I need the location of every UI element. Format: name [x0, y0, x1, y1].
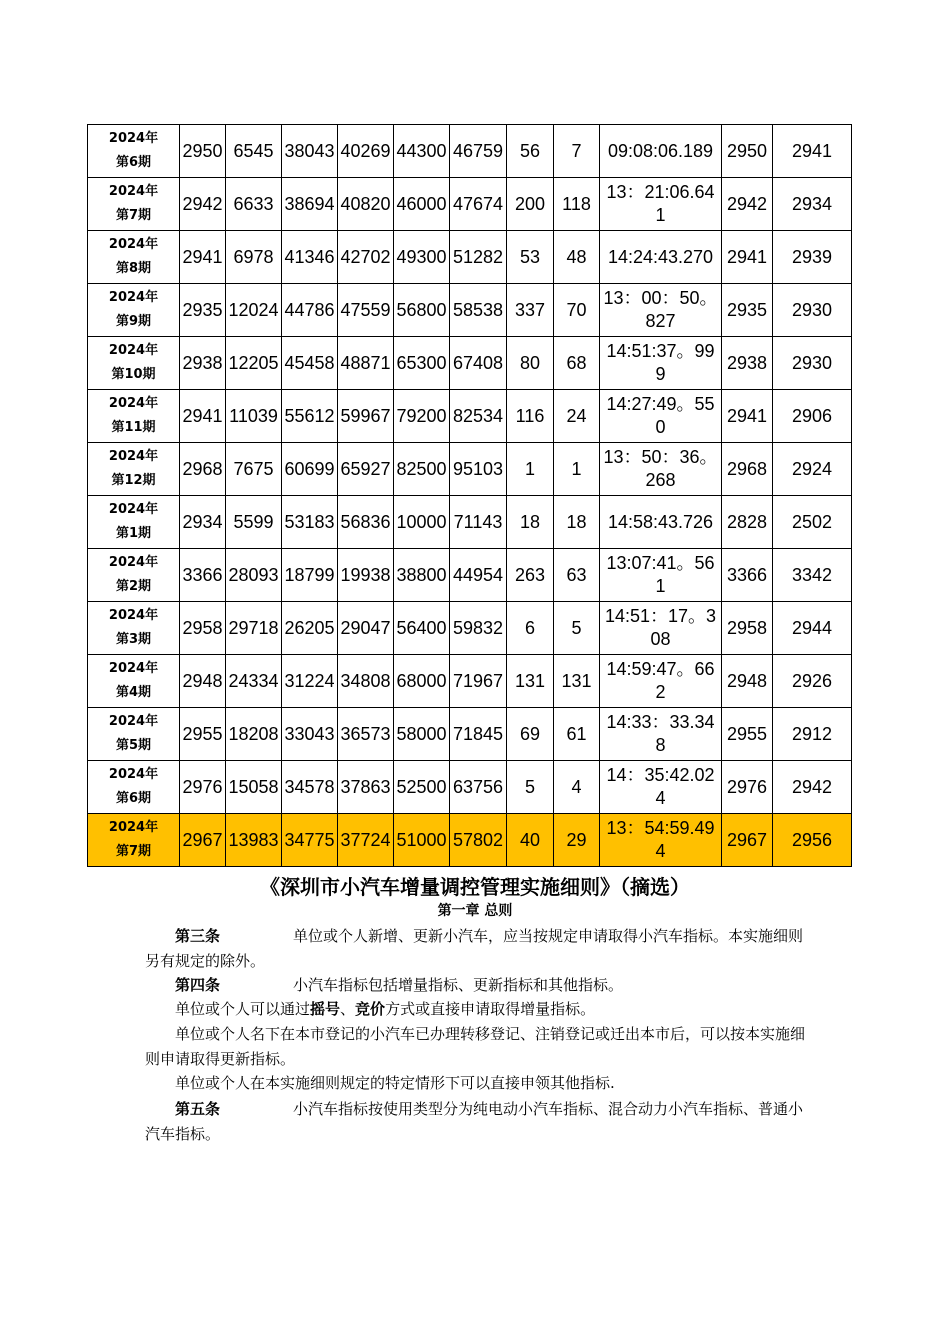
value-cell: 10000	[394, 496, 450, 549]
value-cell: 13983	[226, 814, 282, 867]
value-cell: 42702	[338, 231, 394, 284]
value-cell: 2967	[180, 814, 226, 867]
value-cell: 56800	[394, 284, 450, 337]
table-row	[88, 231, 852, 284]
value-cell: 2502	[773, 496, 852, 549]
value-cell: 58000	[394, 708, 450, 761]
period-issue: 第7期	[115, 208, 152, 223]
period-cell	[88, 761, 180, 814]
value-cell: 38800	[394, 549, 450, 602]
value-cell: 82534	[450, 390, 507, 443]
period-year: 2024年	[108, 555, 159, 570]
period-cell	[88, 549, 180, 602]
article-5-label: 第五条	[175, 1100, 221, 1118]
value-cell: 26205	[282, 602, 338, 655]
value-cell: 2944	[773, 602, 852, 655]
value-cell: 34775	[282, 814, 338, 867]
value-cell: 48	[554, 231, 600, 284]
value-cell: 29047	[338, 602, 394, 655]
value-cell: 2912	[773, 708, 852, 761]
table-row	[88, 814, 852, 867]
value-cell: 56400	[394, 602, 450, 655]
value-cell: 40269	[338, 125, 394, 178]
value-cell: 6	[507, 602, 554, 655]
value-cell: 63756	[450, 761, 507, 814]
article-3-text: 单位或个人新增、更新小汽车，应当按规定申请取得小汽车指标。本实施细则另有规定的除外。	[145, 927, 804, 970]
paragraph-update	[145, 1022, 810, 1071]
article-5-text: 小汽车指标按使用类型分为纯电动小汽车指标、混合动力小汽车指标、普通小汽车指标。	[145, 1100, 804, 1143]
value-cell: 28093	[226, 549, 282, 602]
value-cell: 49300	[394, 231, 450, 284]
article-4-text: 小汽车指标包括增量指标、更新指标和其他指标。	[293, 976, 624, 994]
value-cell: 59967	[338, 390, 394, 443]
value-cell: 6633	[226, 178, 282, 231]
time-cell: 14:51:37。999	[600, 337, 722, 390]
table-row	[88, 496, 852, 549]
value-cell: 2934	[180, 496, 226, 549]
value-cell: 2942	[773, 761, 852, 814]
table-row	[88, 178, 852, 231]
time-cell: 14:58:43.726	[600, 496, 722, 549]
time-cell: 14:27:49。550	[600, 390, 722, 443]
period-issue: 第3期	[115, 632, 152, 647]
value-cell: 67408	[450, 337, 507, 390]
paragraph-other	[145, 1071, 810, 1096]
value-cell: 51282	[450, 231, 507, 284]
period-year: 2024年	[108, 343, 159, 358]
value-cell: 3342	[773, 549, 852, 602]
period-cell	[88, 655, 180, 708]
value-cell: 4	[554, 761, 600, 814]
article-3	[145, 924, 810, 973]
value-cell: 5	[507, 761, 554, 814]
methods-pre: 单位或个人可以通过	[175, 1000, 311, 1018]
table-row	[88, 390, 852, 443]
value-cell: 24334	[226, 655, 282, 708]
value-cell: 2906	[773, 390, 852, 443]
value-cell: 2942	[180, 178, 226, 231]
value-cell: 131	[554, 655, 600, 708]
period-issue: 第1期	[115, 526, 152, 541]
time-cell: 13：00：50。827	[600, 284, 722, 337]
value-cell: 71845	[450, 708, 507, 761]
value-cell: 24	[554, 390, 600, 443]
table-row	[88, 549, 852, 602]
value-cell: 19938	[338, 549, 394, 602]
value-cell: 116	[507, 390, 554, 443]
value-cell: 131	[507, 655, 554, 708]
time-cell: 14:59:47。662	[600, 655, 722, 708]
value-cell: 65300	[394, 337, 450, 390]
value-cell: 2828	[722, 496, 773, 549]
period-cell	[88, 708, 180, 761]
chapter-heading: 第一章 总则	[437, 903, 513, 919]
value-cell: 2956	[773, 814, 852, 867]
period-issue: 第5期	[115, 738, 152, 753]
period-issue: 第12期	[111, 473, 156, 488]
period-cell	[88, 496, 180, 549]
period-year: 2024年	[108, 820, 159, 835]
table-row	[88, 761, 852, 814]
value-cell: 2935	[180, 284, 226, 337]
value-cell: 34808	[338, 655, 394, 708]
value-cell: 79200	[394, 390, 450, 443]
value-cell: 70	[554, 284, 600, 337]
value-cell: 2950	[180, 125, 226, 178]
value-cell: 3366	[722, 549, 773, 602]
value-cell: 2968	[722, 443, 773, 496]
value-cell: 2941	[180, 390, 226, 443]
value-cell: 29	[554, 814, 600, 867]
period-year: 2024年	[108, 131, 159, 146]
value-cell: 12205	[226, 337, 282, 390]
period-year: 2024年	[108, 767, 159, 782]
value-cell: 7	[554, 125, 600, 178]
methods-auction: 竞价	[355, 1000, 386, 1018]
value-cell: 31224	[282, 655, 338, 708]
period-cell	[88, 814, 180, 867]
value-cell: 18	[554, 496, 600, 549]
article-4	[145, 973, 810, 998]
value-cell: 46000	[394, 178, 450, 231]
value-cell: 2938	[180, 337, 226, 390]
value-cell: 200	[507, 178, 554, 231]
value-cell: 37863	[338, 761, 394, 814]
value-cell: 2939	[773, 231, 852, 284]
period-year: 2024年	[108, 608, 159, 623]
value-cell: 48871	[338, 337, 394, 390]
period-issue: 第6期	[115, 155, 152, 170]
article-3-label: 第三条	[175, 927, 221, 945]
methods-sep: 、	[340, 1000, 356, 1018]
value-cell: 68	[554, 337, 600, 390]
time-cell: 14：35:42.024	[600, 761, 722, 814]
value-cell: 61	[554, 708, 600, 761]
lottery-results-table	[87, 124, 852, 867]
time-cell: 14:51：17。308	[600, 602, 722, 655]
value-cell: 58538	[450, 284, 507, 337]
period-cell	[88, 443, 180, 496]
period-issue: 第11期	[111, 420, 156, 435]
methods-lottery: 摇号	[310, 1000, 341, 1018]
table-row	[88, 655, 852, 708]
value-cell: 37724	[338, 814, 394, 867]
value-cell: 45458	[282, 337, 338, 390]
value-cell: 2926	[773, 655, 852, 708]
value-cell: 53183	[282, 496, 338, 549]
value-cell: 47674	[450, 178, 507, 231]
period-cell	[88, 231, 180, 284]
value-cell: 2934	[773, 178, 852, 231]
value-cell: 52500	[394, 761, 450, 814]
value-cell: 41346	[282, 231, 338, 284]
value-cell: 2938	[722, 337, 773, 390]
value-cell: 2958	[180, 602, 226, 655]
value-cell: 57802	[450, 814, 507, 867]
value-cell: 12024	[226, 284, 282, 337]
value-cell: 44954	[450, 549, 507, 602]
time-cell: 13:07:41。561	[600, 549, 722, 602]
table-row	[88, 337, 852, 390]
value-cell: 68000	[394, 655, 450, 708]
value-cell: 80	[507, 337, 554, 390]
update-text: 单位或个人名下在本市登记的小汽车已办理转移登记、注销登记或迁出本市后，可以按本实施细则申请取得更新指标。	[145, 1025, 806, 1068]
value-cell: 44300	[394, 125, 450, 178]
value-cell: 2941	[722, 390, 773, 443]
value-cell: 38043	[282, 125, 338, 178]
period-cell	[88, 602, 180, 655]
value-cell: 2955	[722, 708, 773, 761]
value-cell: 2941	[180, 231, 226, 284]
value-cell: 2955	[180, 708, 226, 761]
value-cell: 18208	[226, 708, 282, 761]
value-cell: 5	[554, 602, 600, 655]
table-row	[88, 284, 852, 337]
value-cell: 2948	[722, 655, 773, 708]
value-cell: 2968	[180, 443, 226, 496]
period-issue: 第7期	[115, 844, 152, 859]
value-cell: 51000	[394, 814, 450, 867]
value-cell: 263	[507, 549, 554, 602]
value-cell: 2950	[722, 125, 773, 178]
value-cell: 2958	[722, 602, 773, 655]
article-5	[145, 1097, 810, 1146]
value-cell: 82500	[394, 443, 450, 496]
value-cell: 11039	[226, 390, 282, 443]
value-cell: 38694	[282, 178, 338, 231]
value-cell: 34578	[282, 761, 338, 814]
value-cell: 2941	[722, 231, 773, 284]
value-cell: 46759	[450, 125, 507, 178]
table-row	[88, 708, 852, 761]
period-cell	[88, 284, 180, 337]
period-issue: 第4期	[115, 685, 152, 700]
value-cell: 2930	[773, 284, 852, 337]
value-cell: 71143	[450, 496, 507, 549]
value-cell: 2942	[722, 178, 773, 231]
time-cell: 13：54:59.494	[600, 814, 722, 867]
period-year: 2024年	[108, 184, 159, 199]
period-cell	[88, 178, 180, 231]
table-body	[88, 125, 852, 867]
period-cell	[88, 337, 180, 390]
value-cell: 15058	[226, 761, 282, 814]
article-4-label: 第四条	[175, 976, 221, 994]
time-cell: 14:33：33.348	[600, 708, 722, 761]
value-cell: 33043	[282, 708, 338, 761]
paragraph-methods	[145, 997, 810, 1022]
value-cell: 2948	[180, 655, 226, 708]
value-cell: 36573	[338, 708, 394, 761]
period-issue: 第6期	[115, 791, 152, 806]
value-cell: 56836	[338, 496, 394, 549]
value-cell: 47559	[338, 284, 394, 337]
value-cell: 69	[507, 708, 554, 761]
value-cell: 2976	[180, 761, 226, 814]
value-cell: 60699	[282, 443, 338, 496]
period-year: 2024年	[108, 290, 159, 305]
value-cell: 53	[507, 231, 554, 284]
time-cell: 13：50：36。268	[600, 443, 722, 496]
value-cell: 2935	[722, 284, 773, 337]
value-cell: 1	[554, 443, 600, 496]
table-row	[88, 602, 852, 655]
value-cell: 6545	[226, 125, 282, 178]
value-cell: 1	[507, 443, 554, 496]
value-cell: 95103	[450, 443, 507, 496]
value-cell: 2924	[773, 443, 852, 496]
value-cell: 55612	[282, 390, 338, 443]
value-cell: 18799	[282, 549, 338, 602]
period-issue: 第9期	[115, 314, 152, 329]
period-year: 2024年	[108, 449, 159, 464]
value-cell: 2941	[773, 125, 852, 178]
period-year: 2024年	[108, 396, 159, 411]
period-year: 2024年	[108, 502, 159, 517]
value-cell: 6978	[226, 231, 282, 284]
value-cell: 59832	[450, 602, 507, 655]
value-cell: 29718	[226, 602, 282, 655]
value-cell: 337	[507, 284, 554, 337]
period-year: 2024年	[108, 237, 159, 252]
value-cell: 65927	[338, 443, 394, 496]
period-issue: 第10期	[111, 367, 156, 382]
value-cell: 40820	[338, 178, 394, 231]
value-cell: 63	[554, 549, 600, 602]
value-cell: 2976	[722, 761, 773, 814]
period-issue: 第8期	[115, 261, 152, 276]
period-cell	[88, 125, 180, 178]
value-cell: 71967	[450, 655, 507, 708]
table-row	[88, 125, 852, 178]
value-cell: 44786	[282, 284, 338, 337]
value-cell: 2930	[773, 337, 852, 390]
value-cell: 56	[507, 125, 554, 178]
time-cell: 09:08:06.189	[600, 125, 722, 178]
value-cell: 18	[507, 496, 554, 549]
value-cell: 2967	[722, 814, 773, 867]
document-title: 《深圳市小汽车增量调控管理实施细则》（摘选）	[260, 875, 690, 899]
methods-post: 方式或直接申请取得增量指标。	[385, 1000, 596, 1018]
value-cell: 7675	[226, 443, 282, 496]
period-year: 2024年	[108, 714, 159, 729]
period-cell	[88, 390, 180, 443]
time-cell: 14:24:43.270	[600, 231, 722, 284]
other-text: 单位或个人在本实施细则规定的特定情形下可以直接申领其他指标.	[175, 1074, 615, 1092]
period-issue: 第2期	[115, 579, 152, 594]
value-cell: 5599	[226, 496, 282, 549]
value-cell: 3366	[180, 549, 226, 602]
value-cell: 40	[507, 814, 554, 867]
period-year: 2024年	[108, 661, 159, 676]
value-cell: 118	[554, 178, 600, 231]
table-row	[88, 443, 852, 496]
time-cell: 13：21:06.641	[600, 178, 722, 231]
